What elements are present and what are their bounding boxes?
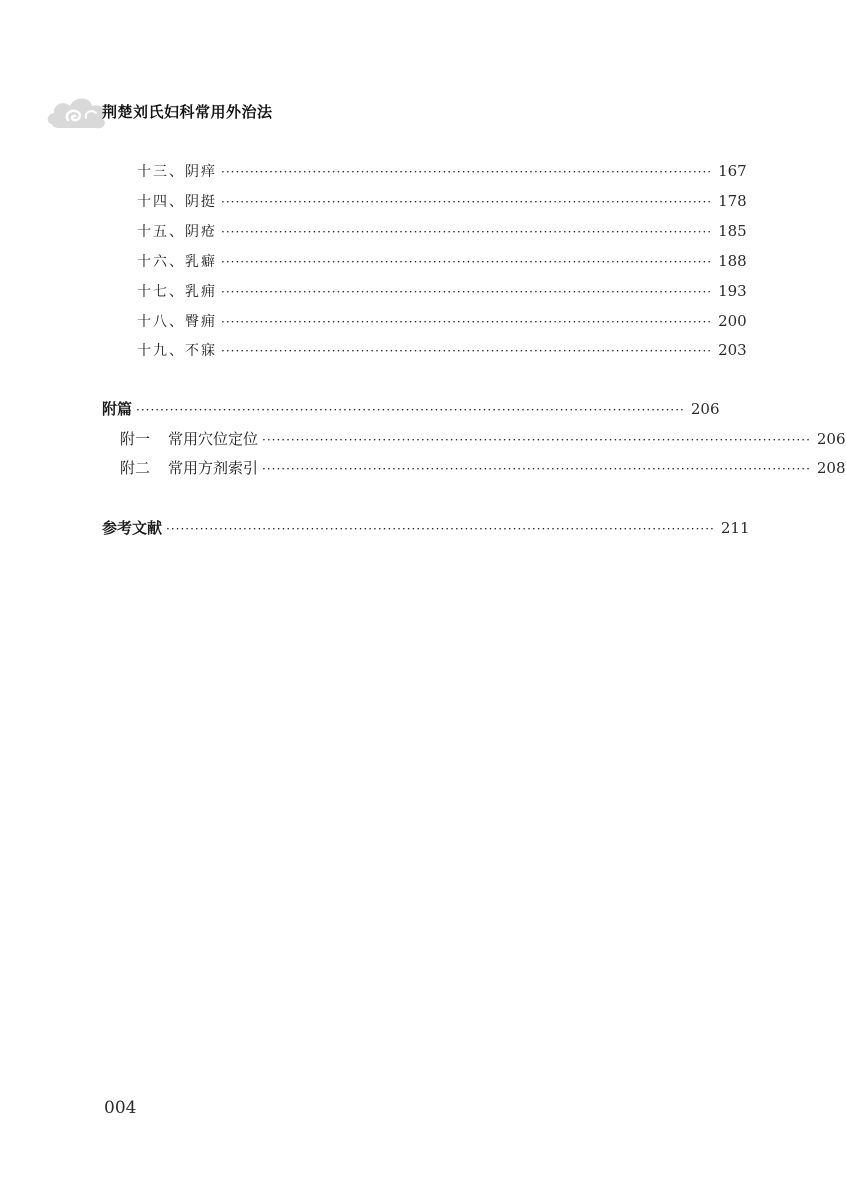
toc-entry-page: 203 — [718, 341, 747, 359]
toc-entry-page: 167 — [718, 162, 747, 180]
dot-leader: ······································································································ — [221, 344, 713, 358]
running-header — [46, 90, 306, 134]
toc-entry-label — [120, 457, 258, 479]
dot-leader: ·················································································································· — [166, 522, 715, 536]
toc-entry[interactable] — [137, 310, 747, 332]
book-title: 荆楚刘氏妇科常用外治法 — [102, 103, 273, 121]
toc-entry[interactable] — [137, 339, 747, 361]
dot-leader: ·················································································································· — [136, 403, 685, 417]
toc-entry[interactable] — [137, 280, 747, 302]
toc-entry-label: 十三、阴痒 — [137, 164, 217, 180]
toc-entry-label: 十六、乳癖 — [137, 254, 217, 270]
toc-entry-references[interactable] — [102, 517, 750, 539]
toc-entry-appendix-item[interactable] — [120, 457, 846, 479]
toc-entry-page: 208 — [816, 459, 846, 477]
toc-entry-label: 附篇 — [102, 400, 133, 418]
toc-entry-page: 188 — [718, 252, 747, 270]
dot-leader: ······································································································ — [221, 315, 713, 329]
appendix-title: 常用方剂索引 — [168, 459, 259, 477]
dot-leader: ······································································································ — [221, 255, 713, 269]
toc-entry-label: 十五、阴疮 — [137, 224, 217, 240]
toc-entry[interactable] — [137, 220, 747, 242]
toc-entry-page: 200 — [718, 312, 747, 330]
toc-entry-label: 十七、乳痈 — [137, 284, 217, 300]
toc-entry-page: 211 — [720, 519, 750, 537]
dot-leader: ·················································································································· — [262, 433, 811, 447]
toc-entry-label: 参考文献 — [102, 519, 163, 537]
toc-entry-label: 十九、不寐 — [137, 343, 217, 359]
dot-leader: ······································································································ — [221, 195, 713, 209]
toc-entry[interactable] — [137, 250, 747, 272]
toc-entry-label: 十八、臀痈 — [137, 314, 217, 330]
toc-entry-page: 178 — [718, 192, 747, 210]
toc-entry[interactable] — [137, 190, 747, 212]
toc-entry-page: 185 — [718, 222, 747, 240]
toc-entry-label — [120, 428, 258, 450]
appendix-title: 常用穴位定位 — [168, 430, 259, 448]
dot-leader: ······································································································ — [221, 285, 713, 299]
toc-entry-appendix-item[interactable] — [120, 428, 846, 450]
toc-entry-page: 206 — [816, 430, 846, 448]
toc-entry-label: 十四、阴挺 — [137, 194, 217, 210]
toc-entry-page: 206 — [690, 400, 720, 418]
toc-entry-appendix[interactable] — [102, 398, 720, 420]
dot-leader: ······································································································ — [221, 165, 713, 179]
toc-entry-page: 193 — [718, 282, 747, 300]
page-number: 004 — [104, 1098, 137, 1118]
dot-leader: ······································································································ — [221, 225, 713, 239]
dot-leader: ·················································································································· — [262, 462, 811, 476]
toc-entry[interactable] — [137, 160, 747, 182]
appendix-prefix: 附一 — [120, 430, 151, 448]
appendix-prefix: 附二 — [120, 459, 151, 477]
